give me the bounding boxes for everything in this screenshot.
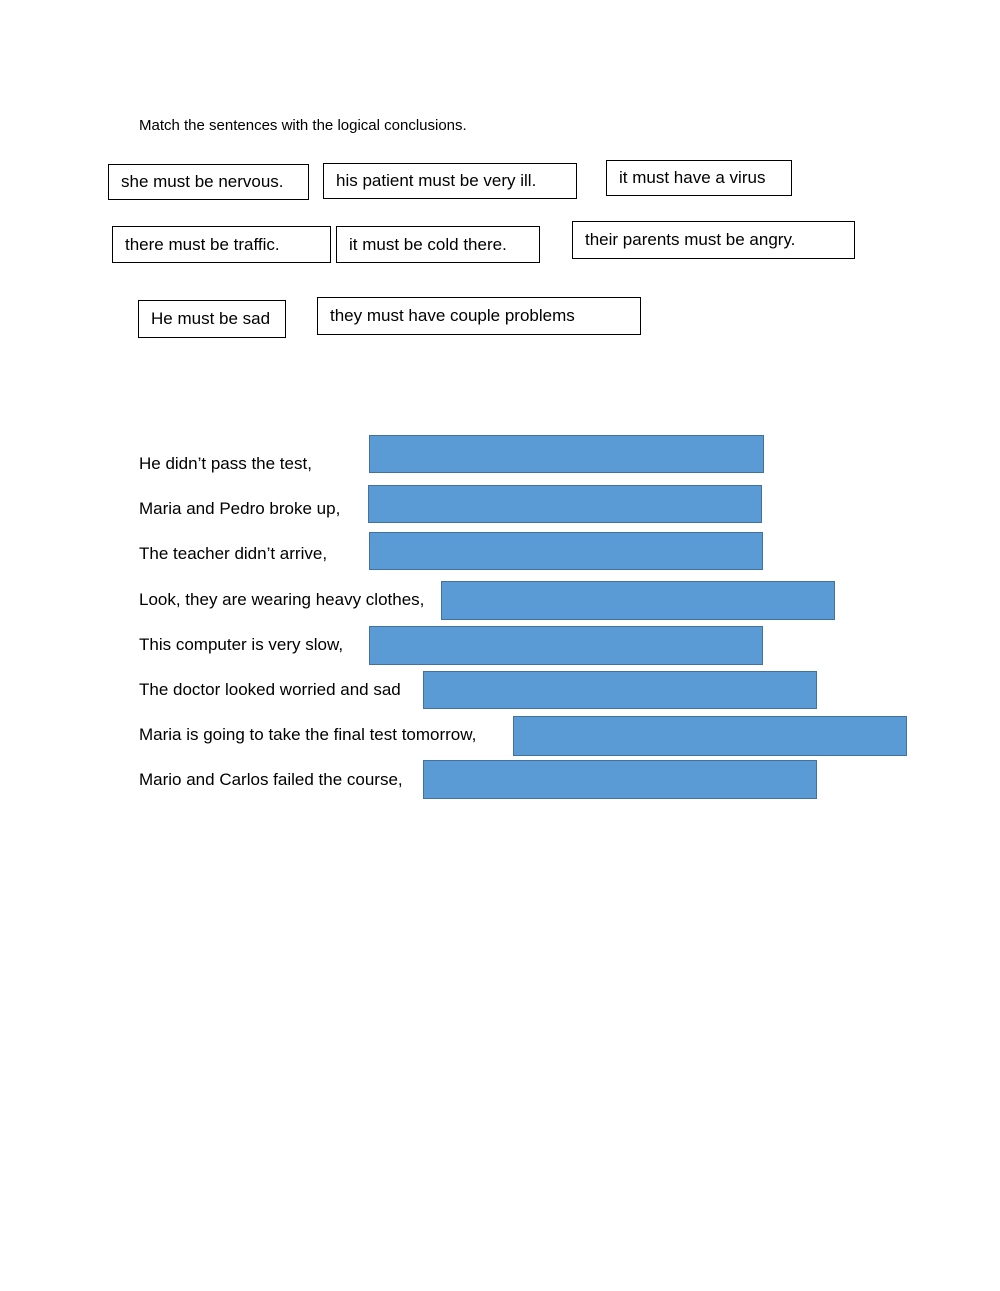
sentence-6: The doctor looked worried and sad: [139, 680, 401, 699]
drop-zone-5[interactable]: [369, 626, 763, 665]
drop-zone-4[interactable]: [441, 581, 835, 620]
answer-box-couple-problems[interactable]: they must have couple problems: [317, 297, 641, 335]
sentence-7: Maria is going to take the final test tomorrow,: [139, 725, 477, 744]
answer-box-parents-angry[interactable]: their parents must be angry.: [572, 221, 855, 259]
answer-box-sad[interactable]: He must be sad: [138, 300, 286, 338]
sentence-5: This computer is very slow,: [139, 635, 344, 654]
sentence-4: Look, they are wearing heavy clothes,: [139, 590, 425, 609]
sentence-1: He didn’t pass the test,: [139, 454, 312, 473]
answer-box-nervous[interactable]: she must be nervous.: [108, 164, 309, 200]
drop-zone-3[interactable]: [369, 532, 763, 570]
drop-zone-7[interactable]: [513, 716, 907, 756]
drop-zone-1[interactable]: [369, 435, 764, 473]
answer-box-patient-ill[interactable]: his patient must be very ill.: [323, 163, 577, 199]
drop-zone-8[interactable]: [423, 760, 817, 799]
sentence-3: The teacher didn’t arrive,: [139, 544, 328, 563]
sentence-8: Mario and Carlos failed the course,: [139, 770, 403, 789]
sentence-2: Maria and Pedro broke up,: [139, 499, 341, 518]
drop-zone-2[interactable]: [368, 485, 762, 523]
answer-box-cold[interactable]: it must be cold there.: [336, 226, 540, 263]
instructions-text: Match the sentences with the logical conclusions.: [139, 117, 467, 134]
answer-box-traffic[interactable]: there must be traffic.: [112, 226, 331, 263]
answer-box-virus[interactable]: it must have a virus: [606, 160, 792, 196]
drop-zone-6[interactable]: [423, 671, 817, 709]
